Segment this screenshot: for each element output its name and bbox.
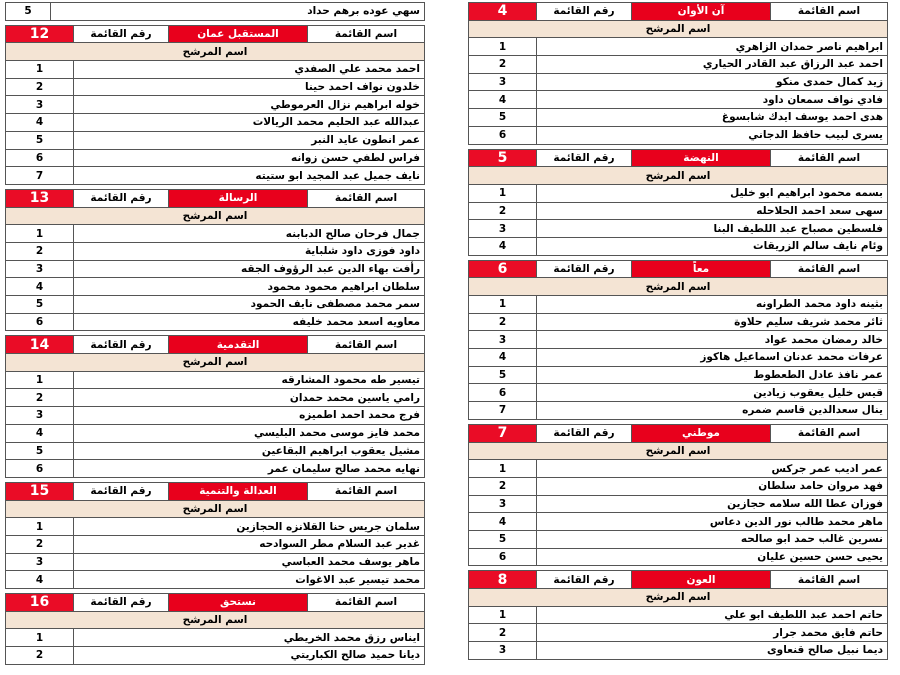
list-title: موطني [632,424,771,442]
candidate-index: 5 [6,3,51,21]
candidate-name: بسمه محمود ابراهيم ابو خليل [537,184,888,202]
list-block [5,25,425,185]
candidate-index: 5 [6,131,74,149]
candidate-name: محمد تيسير عبد الاغوات [74,571,425,589]
candidate-row [6,553,425,571]
list-number: 4 [469,3,537,21]
candidate-index: 6 [6,313,74,331]
list-number-label: رقم القائمة [537,149,632,167]
list-title: التقدمية [169,336,308,354]
candidate-index: 1 [6,225,74,243]
candidate-index: 4 [6,114,74,132]
candidate-name: رامي ياسين محمد حمدان [74,389,425,407]
candidate-index: 2 [469,313,537,331]
candidate-index: 2 [6,78,74,96]
candidate-row [6,61,425,79]
candidate-name: زيد كمال حمدى منكو [537,73,888,91]
candidate-row [6,518,425,536]
candidate-name: ايناس رزق محمد الخريطي [74,629,425,647]
candidate-name: معاويه اسعد محمد خليفه [74,313,425,331]
candidate-name: رأفت بهاء الدين عبد الرؤوف الجقه [74,260,425,278]
candidate-row [469,202,888,220]
list-number-label: رقم القائمة [74,336,169,354]
candidate-row [6,424,425,442]
candidate-row [6,296,425,314]
list-block [468,149,888,256]
candidate-row [6,647,425,665]
candidate-index: 3 [469,642,537,660]
list-title: النهضة [632,149,771,167]
candidate-index: 3 [469,220,537,238]
candidate-name: يسرى لبيب حافظ الدجاني [537,126,888,144]
candidate-row [469,402,888,420]
candidate-row [469,642,888,660]
candidate-row [469,109,888,127]
candidate-name: خلدون نواف احمد حينا [74,78,425,96]
list-title: معاً [632,260,771,278]
list-number: 16 [6,594,74,612]
list-title: العون [632,571,771,589]
candidate-name: ماهر محمد طالب نور الدين دعاس [537,513,888,531]
candidate-index: 5 [6,442,74,460]
candidate-row [469,38,888,56]
candidate-name: سلطان ابراهيم محمود محمود [74,278,425,296]
candidate-name: فوزان عطا الله سلامه حجازين [537,495,888,513]
candidate-index: 4 [6,571,74,589]
list-name-label: اسم القائمة [771,571,888,589]
candidate-row [469,313,888,331]
candidate-name: ينال سعدالدين قاسم ضمره [537,402,888,420]
candidate-name-header: اسم المرشح [6,207,425,225]
candidate-index: 1 [469,460,537,478]
candidate-index: 4 [6,424,74,442]
candidate-index: 2 [6,242,74,260]
candidate-row [6,629,425,647]
candidate-name: ديما نبيل صالح قنعاوى [537,642,888,660]
candidate-name-header: اسم المرشح [469,442,888,460]
candidate-index: 6 [469,548,537,566]
candidate-row [6,225,425,243]
candidate-index: 3 [469,495,537,513]
list-title: المستقبل عمان [169,25,308,43]
candidate-name: بثينه داود محمد الطراونه [537,296,888,314]
candidate-name: نايف جميل عبد المجيد ابو ستيته [74,167,425,185]
candidate-name: مشيل يعقوب ابراهيم البقاعين [74,442,425,460]
candidate-name-header: اسم المرشح [469,278,888,296]
list-block [468,570,888,659]
candidate-index: 5 [469,109,537,127]
candidate-name: عمر اديب عمر جركس [537,460,888,478]
candidate-row [6,78,425,96]
candidate-index: 4 [469,513,537,531]
candidate-index: 2 [6,647,74,665]
candidate-name: سهى سعد احمد الحلاحله [537,202,888,220]
candidate-index: 5 [469,366,537,384]
candidate-name: خوله ابراهيم نزال العرموطي [74,96,425,114]
list-block [5,482,425,589]
list-name-label: اسم القائمة [771,260,888,278]
candidate-name: غدير عبد السلام مطر السوادحه [74,535,425,553]
candidate-row [469,606,888,624]
candidate-name: فادي نواف سمعان داود [537,91,888,109]
list-block [468,2,888,145]
candidate-index: 3 [469,331,537,349]
candidate-row [469,624,888,642]
list-number-label: رقم القائمة [74,594,169,612]
candidate-index: 1 [6,629,74,647]
candidate-row [6,167,425,185]
candidate-row [6,114,425,132]
candidate-name-header: اسم المرشح [469,20,888,38]
candidate-row [469,477,888,495]
candidate-index: 1 [6,61,74,79]
list-title: آن الأوان [632,3,771,21]
right-column [468,2,888,664]
candidate-name: عبدالله عبد الحليم محمد الريالات [74,114,425,132]
candidate-name: يحيى حسن حسين عليان [537,548,888,566]
list-name-label: اسم القائمة [308,594,425,612]
candidate-index: 5 [6,296,74,314]
candidate-name: حاتم احمد عبد اللطيف ابو علي [537,606,888,624]
candidate-row [6,535,425,553]
list-title: نستحق [169,594,308,612]
candidate-row [6,460,425,478]
list-number: 15 [6,482,74,500]
candidate-index: 2 [469,624,537,642]
list-number: 12 [6,25,74,43]
candidate-name: سمر محمد مصطفى نايف الحمود [74,296,425,314]
candidate-name: فرج محمد احمد اطميزه [74,407,425,425]
candidate-name: عمر نافذ عادل الطعطوط [537,366,888,384]
candidate-index: 4 [6,278,74,296]
candidate-index: 6 [469,384,537,402]
list-block [5,593,425,665]
list-block [5,335,425,478]
candidate-row [469,495,888,513]
candidate-name: احمد محمد علي الصفدي [74,61,425,79]
candidate-row [469,56,888,74]
list-title: الرسالة [169,189,308,207]
candidate-row [469,126,888,144]
candidate-name: عمر انطون عايد النبر [74,131,425,149]
list-number-label: رقم القائمة [74,189,169,207]
candidate-name: تيسير طه محمود المشارقه [74,371,425,389]
candidate-index: 1 [6,371,74,389]
candidate-index: 2 [6,535,74,553]
candidate-name: ابراهيم ناصر حمدان الزاهري [537,38,888,56]
candidate-name: سلمان جريس حنا القلانزه الحجازين [74,518,425,536]
candidate-row [469,384,888,402]
candidate-index: 3 [6,407,74,425]
candidate-index: 2 [6,389,74,407]
candidate-index: 6 [469,126,537,144]
list-number: 8 [469,571,537,589]
candidate-name: فراس لطفي حسن زوانه [74,149,425,167]
candidate-row [469,530,888,548]
list-name-label: اسم القائمة [308,482,425,500]
list-block [468,424,888,567]
candidate-index: 1 [6,518,74,536]
list-block [5,189,425,332]
left-column [5,2,425,669]
list-name-label: اسم القائمة [308,189,425,207]
candidate-index: 7 [6,167,74,185]
candidate-row [6,313,425,331]
list-number-label: رقم القائمة [537,571,632,589]
candidate-name: حاتم فايق محمد جرار [537,624,888,642]
candidate-name: محمد فايز موسى محمد البليسي [74,424,425,442]
candidate-row [469,184,888,202]
candidate-row [469,296,888,314]
candidate-row [469,91,888,109]
candidate-name: وئام نايف سالم الزريقات [537,237,888,255]
list-name-label: اسم القائمة [771,149,888,167]
candidate-index: 6 [6,460,74,478]
list-title: العدالة والتنمية [169,482,308,500]
list-name-label: اسم القائمة [771,3,888,21]
candidate-row [6,96,425,114]
candidate-name: داود فوزى داود شلباية [74,242,425,260]
candidate-row [6,442,425,460]
list-number-label: رقم القائمة [74,25,169,43]
candidate-row [469,331,888,349]
candidate-row [6,278,425,296]
candidate-index: 6 [6,149,74,167]
list-number: 13 [6,189,74,207]
candidate-name: سهي عوده برهم حداد [51,3,425,21]
candidate-row [6,371,425,389]
candidate-name: ثائر محمد شريف سليم حلاوة [537,313,888,331]
candidate-index: 4 [469,349,537,367]
candidate-index: 2 [469,202,537,220]
list-name-label: اسم القائمة [771,424,888,442]
candidate-name: قيس خليل يعقوب زيادين [537,384,888,402]
list-number: 7 [469,424,537,442]
candidate-name-header: اسم المرشح [469,589,888,607]
candidate-row [469,548,888,566]
candidate-index: 3 [6,96,74,114]
candidate-row [469,73,888,91]
candidate-name-header: اسم المرشح [6,611,425,629]
candidate-row [6,407,425,425]
candidate-index: 3 [6,553,74,571]
candidate-index: 1 [469,296,537,314]
list-number: 14 [6,336,74,354]
candidate-index: 3 [469,73,537,91]
list-name-label: اسم القائمة [308,25,425,43]
candidate-row [469,220,888,238]
candidate-name: احمد عبد الرزاق عبد القادر الحياري [537,56,888,74]
candidate-row [6,260,425,278]
candidate-name: فهد مروان حامد سلطان [537,477,888,495]
candidate-index: 4 [469,237,537,255]
candidate-name: ماهر يوسف محمد العباسي [74,553,425,571]
candidate-name: عرفات محمد عدنان اسماعيل هاكوز [537,349,888,367]
watermark [400,408,404,421]
candidate-row [469,460,888,478]
candidate-index: 3 [6,260,74,278]
candidate-name: ديانا حميد صالح الكباريتي [74,647,425,665]
candidate-name-header: اسم المرشح [6,354,425,372]
candidate-index: 7 [469,402,537,420]
candidate-index: 2 [469,477,537,495]
candidate-index: 1 [469,184,537,202]
list-number-label: رقم القائمة [74,482,169,500]
candidate-name: نسرين غالب حمد ابو صالحه [537,530,888,548]
candidate-index: 1 [469,38,537,56]
list-number: 5 [469,149,537,167]
candidate-name: هدى احمد يوسف ايدك شابسوغ [537,109,888,127]
candidate-index: 2 [469,56,537,74]
candidate-name: نهايه محمد صالح سليمان عمر [74,460,425,478]
candidate-name: جمال فرحان صالح الدبابنه [74,225,425,243]
carryover-row [5,2,425,21]
candidate-name: خالد رمضان محمد عواد [537,331,888,349]
candidate-row [6,571,425,589]
candidate-row [6,149,425,167]
candidate-row [469,237,888,255]
candidate-row [469,349,888,367]
list-name-label: اسم القائمة [308,336,425,354]
candidate-index: 4 [469,91,537,109]
list-number: 6 [469,260,537,278]
list-number-label: رقم القائمة [537,3,632,21]
candidate-row [6,131,425,149]
candidate-name-header: اسم المرشح [6,500,425,518]
candidate-row [6,389,425,407]
candidate-index: 1 [469,606,537,624]
candidate-row [469,513,888,531]
list-block [468,260,888,420]
candidate-index: 5 [469,530,537,548]
candidate-name: فلسطين مصباح عبد اللطيف البنا [537,220,888,238]
list-number-label: رقم القائمة [537,424,632,442]
candidate-row [469,366,888,384]
list-number-label: رقم القائمة [537,260,632,278]
candidate-name-header: اسم المرشح [469,167,888,185]
candidate-name-header: اسم المرشح [6,43,425,61]
candidate-row [6,242,425,260]
